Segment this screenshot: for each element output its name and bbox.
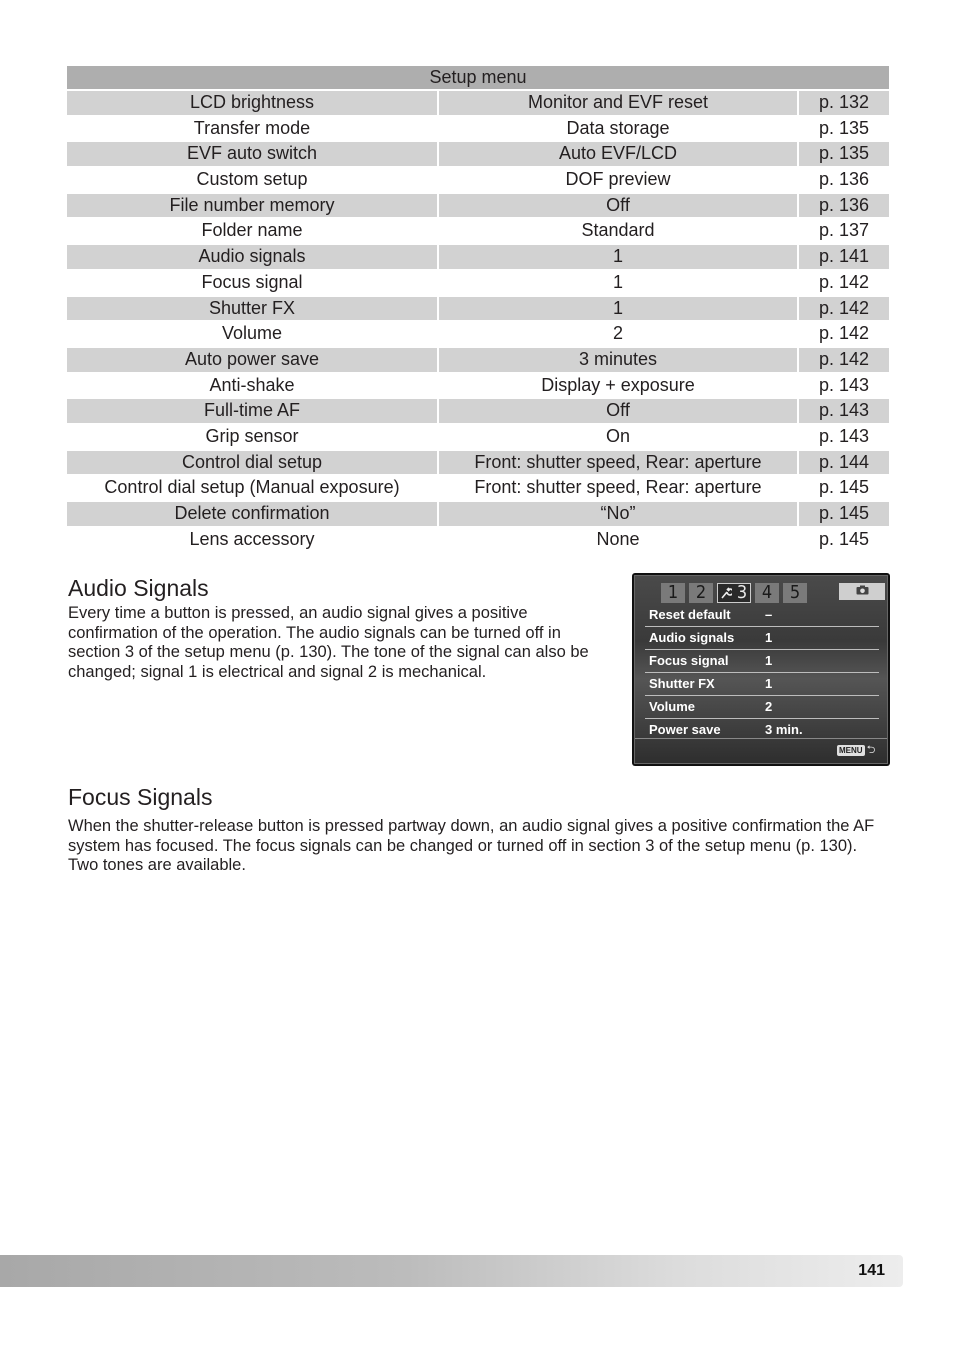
- setting-name-cell: Custom setup: [196, 169, 308, 190]
- camera-menu-item[interactable]: [645, 650, 879, 673]
- camera-menu-item-value: 3 min.: [765, 722, 803, 737]
- setting-value-cell: Auto EVF/LCD: [439, 142, 797, 166]
- setting-name-cell: Delete confirmation: [67, 502, 437, 526]
- setting-value-cell: Off: [439, 399, 797, 423]
- camera-menu-item-value: 1: [765, 676, 773, 691]
- page-ref-cell: p. 145: [799, 502, 889, 526]
- page-ref-cell: p. 143: [818, 374, 870, 395]
- page-ref-cell: p. 145: [818, 477, 870, 498]
- setting-value-cell: Display + exposure: [541, 374, 695, 395]
- page-ref-cell: p. 142: [818, 271, 870, 292]
- table-row: [67, 399, 889, 423]
- camera-menu-screen: [632, 573, 890, 766]
- setting-value-cell: Data storage: [566, 117, 670, 138]
- page-ref-cell: p. 142: [818, 323, 870, 344]
- setting-name-cell: Lens accessory: [189, 528, 315, 549]
- setting-value-cell: 2: [612, 323, 623, 344]
- setting-name-cell: Audio signals: [67, 245, 437, 269]
- setting-value-cell: Off: [439, 194, 797, 218]
- setting-name-cell: Auto power save: [67, 348, 437, 372]
- table-row: [67, 374, 889, 398]
- camera-menu-item[interactable]: [645, 696, 879, 719]
- camera-menu-item-value: 1: [765, 653, 773, 668]
- setting-name-cell: Transfer mode: [193, 117, 311, 138]
- page-ref-cell: p. 142: [799, 297, 889, 321]
- setting-value-cell: 1: [612, 271, 623, 292]
- table-row: [67, 271, 889, 295]
- page-ref-cell: p. 135: [799, 142, 889, 166]
- table-row: [67, 297, 889, 321]
- audio-signals-text: Every time a button is pressed, an audio signal gives a positive confirmation of the operation. The audio signals can be turned off in section 3 of the setup menu (p. 130). The tone of the signal can also be changed; signal 1 is electrical and signal 2 is mechanical.: [68, 604, 589, 681]
- camera-menu-item-label: Power save: [649, 722, 721, 737]
- setting-value-cell: DOF preview: [565, 169, 671, 190]
- camera-menu-item-label: Audio signals: [649, 630, 735, 645]
- setting-name-cell: EVF auto switch: [67, 142, 437, 166]
- page-ref-cell: p. 137: [818, 220, 870, 241]
- setting-name-cell: File number memory: [67, 194, 437, 218]
- setting-name-cell: LCD brightness: [67, 91, 437, 115]
- menu-tab-4[interactable]: 4: [755, 583, 779, 603]
- audio-signals-heading: Audio Signals: [68, 575, 209, 601]
- focus-signals-heading: Focus Signals: [68, 784, 213, 810]
- page-ref-cell: p. 144: [799, 451, 889, 475]
- table-title: Setup menu: [67, 66, 889, 89]
- table-row: [67, 91, 889, 115]
- setting-value-cell: 3 minutes: [439, 348, 797, 372]
- setting-value-cell: On: [605, 425, 630, 446]
- table-row: [67, 219, 889, 243]
- camera-icon: [856, 584, 869, 598]
- footer-bar: [0, 1255, 903, 1287]
- setting-value-cell: 1: [439, 297, 797, 321]
- wrench-icon: [721, 582, 737, 603]
- camera-menu-item-label: Volume: [649, 699, 695, 714]
- table-row: [67, 142, 889, 166]
- divider: [635, 738, 887, 739]
- setting-value-cell: Monitor and EVF reset: [439, 91, 797, 115]
- page-ref-cell: p. 136: [818, 169, 870, 190]
- camera-menu-item[interactable]: [645, 627, 879, 650]
- page-ref-cell: p. 136: [799, 194, 889, 218]
- table-row: [67, 502, 889, 526]
- camera-menu-item[interactable]: [645, 604, 879, 627]
- menu-tab-2[interactable]: 2: [689, 583, 713, 603]
- table-body: [67, 91, 889, 551]
- camera-menu-list: [645, 604, 879, 741]
- return-arrow-icon: ⮌: [866, 744, 876, 756]
- table-row: [67, 451, 889, 475]
- camera-menu-item-value: –: [765, 607, 773, 622]
- menu-tab-3[interactable]: 3: [717, 583, 751, 603]
- page-ref-cell: p. 143: [818, 425, 870, 446]
- focus-signals-text: When the shutter-release button is pressed partway down, an audio signal gives a positive confirmation the AF system has focused. The focus signals can be changed or turned off in section 3 of the setup menu (p. 130). Two tones are available.: [68, 817, 875, 874]
- camera-menu-item-label: Shutter FX: [649, 676, 715, 691]
- setting-value-cell: None: [596, 528, 640, 549]
- camera-mode-tab[interactable]: [839, 583, 885, 600]
- page-ref-cell: p. 143: [799, 399, 889, 423]
- setting-name-cell: Shutter FX: [67, 297, 437, 321]
- setting-value-cell: Front: shutter speed, Rear: aperture: [474, 477, 762, 498]
- setting-name-cell: Grip sensor: [205, 425, 299, 446]
- table-row: [67, 168, 889, 192]
- page-ref-cell: p. 135: [818, 117, 870, 138]
- setting-name-cell: Control dial setup: [67, 451, 437, 475]
- page-ref-cell: p. 145: [818, 528, 870, 549]
- setting-value-cell: Standard: [581, 220, 655, 241]
- setting-name-cell: Folder name: [201, 220, 303, 241]
- table-row: [67, 476, 889, 500]
- camera-menu-item-value: 2: [765, 699, 773, 714]
- table-row: [67, 425, 889, 449]
- table-row: [67, 117, 889, 141]
- setting-name-cell: Full-time AF: [67, 399, 437, 423]
- setting-name-cell: Volume: [221, 323, 283, 344]
- table-row: [67, 528, 889, 552]
- setting-value-cell: “No”: [439, 502, 797, 526]
- table-row: [67, 194, 889, 218]
- table-row: [67, 245, 889, 269]
- menu-button-label: MENU: [839, 746, 863, 755]
- camera-menu-item[interactable]: [645, 673, 879, 696]
- setting-name-cell: Control dial setup (Manual exposure): [104, 477, 400, 498]
- menu-return-button[interactable]: [837, 744, 875, 757]
- page-number: 141: [858, 1262, 885, 1279]
- setting-value-cell: Front: shutter speed, Rear: aperture: [439, 451, 797, 475]
- setting-name-cell: Anti-shake: [209, 374, 295, 395]
- camera-menu-item-label: Focus signal: [649, 653, 729, 668]
- menu-tab-5[interactable]: 5: [783, 583, 807, 603]
- table-row: [67, 322, 889, 346]
- page-ref-cell: p. 142: [799, 348, 889, 372]
- camera-menu-item-value: 1: [765, 630, 773, 645]
- page-ref-cell: p. 141: [799, 245, 889, 269]
- page-ref-cell: p. 132: [799, 91, 889, 115]
- setting-value-cell: 1: [439, 245, 797, 269]
- camera-menu-item-label: Reset default: [649, 607, 731, 622]
- setup-menu-table: [67, 66, 889, 553]
- menu-tab-1[interactable]: 1: [661, 583, 685, 603]
- setting-name-cell: Focus signal: [201, 271, 303, 292]
- table-row: [67, 348, 889, 372]
